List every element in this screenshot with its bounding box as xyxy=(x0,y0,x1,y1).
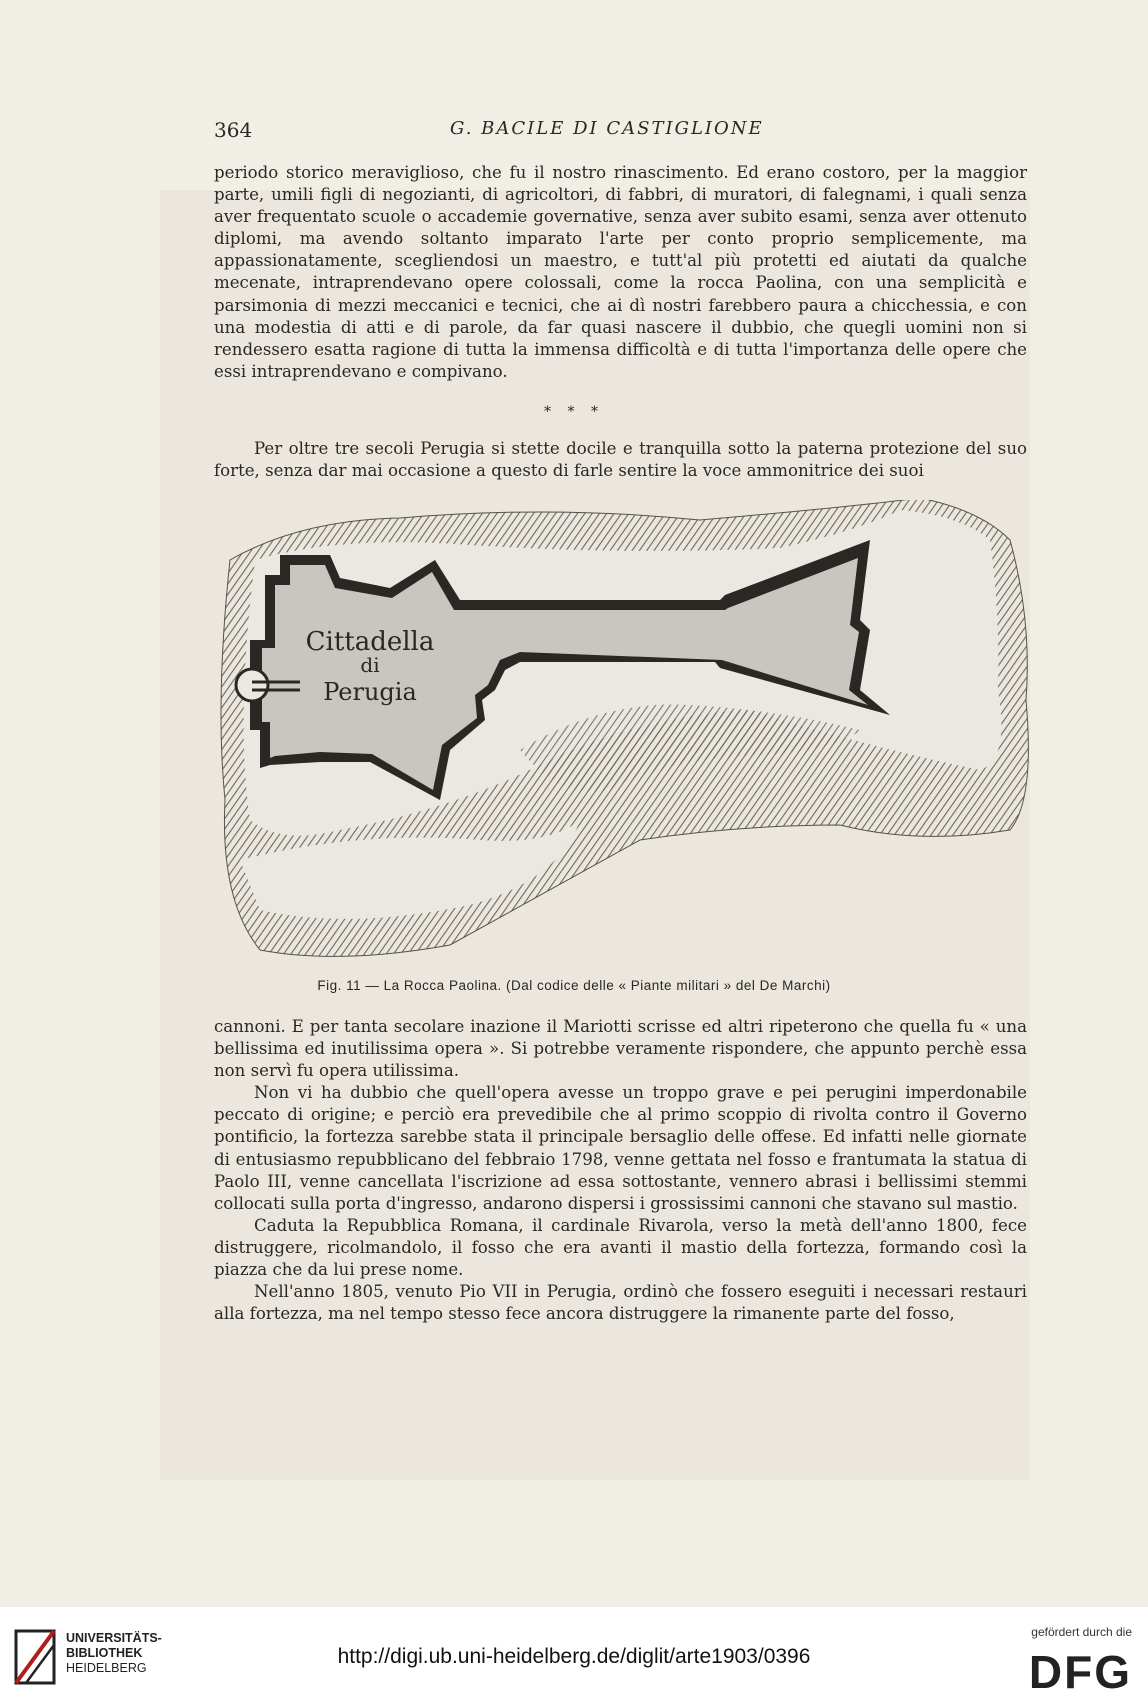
text-block-middle xyxy=(214,438,1027,482)
library-name-line1: UNIVERSITÄTS- xyxy=(66,1631,162,1645)
paragraph-4: Non vi ha dubbio che quell'opera avesse un troppo grave e pei perugini imperdonabile peccato di origine; e perciò era prevedibile che al primo scoppio di rivolta contro il Governo pontificio, la fortezza sarebbe stata il principale bersaglio delle offese. Ed infatti nelle giornate di entusiasmo repubblicano del febbraio 1798, venne gettata nel fosso e frantumata la statua di Paolo III, venne cancellata l'iscrizione ad essa sottostante, vennero abrasi i bellissimi stemmi collocati sulla porta d'ingresso, andarono dispersi i grossissimi cannoni che stavano sul mastio. xyxy=(214,1083,1027,1213)
fortress-plan-drawing xyxy=(220,500,1040,965)
fortress-label-line1: Cittadella xyxy=(305,627,435,657)
paragraph-5: Caduta la Repubblica Romana, il cardinale Rivarola, verso la metà dell'anno 1800, fece distruggere, ricolmandolo, il fosso che era avanti il mastio della fortezza, formando così la piazza che da lui prese nome. xyxy=(214,1215,1027,1280)
paragraph-3: cannoni. E per tanta secolare inazione il Mariotti scrisse ed altri ripeterono che quella fu « una bellissima ed inutilissima opera ». Si potrebbe veramente rispondere, che appunto perchè essa non servì fu opera utilissima. xyxy=(214,1017,1027,1081)
text-block-top xyxy=(214,162,1027,383)
paragraph-6: Nell'anno 1805, venuto Pio VII in Perugia, ordinò che fossero eseguiti i necessari restauri alla fortezza, ma nel tempo stesso fece ancora distruggere la rimanente parte del fosso, xyxy=(214,1282,1027,1324)
page-number: 364 xyxy=(214,118,253,142)
funding-note: gefördert durch die xyxy=(1031,1625,1132,1639)
paragraph-1: periodo storico meraviglioso, che fu il nostro rinascimento. Ed erano costoro, per la maggior parte, umili figli di negozianti, di agricoltori, di fabbri, di muratori, di falegnami, i quali senza aver frequentato scuole o accademie governative, senza aver subito esami, senza aver ottenuto diplomi, ma avendo soltanto imparato l'arte per conto proprio semplicemente, ma appassionatamente, scegliendosi un maestro, e tutt'al più protetti ed aiutati da qualche mecenate, intraprendevano opere colossali, come la rocca Paolina, con una semplicità e parsimonia di mezzi meccanici e tecnici, che ai dì nostri farebbero paura a chicchessia, e con una modestia di atti e di parole, da far quasi nascere il dubbio, che quegli uomini non si rendessero esatta ragione di tutta la immensa difficoltà e di tutta l'importanza delle opere che essi intraprendevano e compivano. xyxy=(214,163,1027,381)
library-name-line2: BIBLIOTHEK xyxy=(66,1646,143,1660)
page-header xyxy=(0,118,1148,148)
figure-caption: Fig. 11 — La Rocca Paolina. (Dal codice delle « Piante militari » del De Marchi) xyxy=(317,978,831,993)
section-separator: * * * xyxy=(544,404,604,420)
running-title: G. BACILE DI CASTIGLIONE xyxy=(450,118,764,139)
viewer-footer xyxy=(0,1607,1148,1702)
permalink-url[interactable]: http://digi.ub.uni-heidelberg.de/diglit/arte1903/0396 xyxy=(337,1645,811,1668)
fortress-map-figure xyxy=(220,500,1040,965)
text-block-bottom xyxy=(214,1016,1027,1325)
gate-bastion xyxy=(236,669,268,701)
dfg-logo: DFG xyxy=(1028,1646,1132,1698)
paragraph-2: Per oltre tre secoli Perugia si stette docile e tranquilla sotto la paterna protezione del suo forte, senza dar mai occasione a questo di farle sentire la voce ammonitrice dei suoi xyxy=(214,439,1027,481)
fortress-label-line2: di xyxy=(360,653,380,677)
fortress-label-line3: Perugia xyxy=(323,678,417,706)
library-name-line3: HEIDELBERG xyxy=(66,1661,147,1675)
